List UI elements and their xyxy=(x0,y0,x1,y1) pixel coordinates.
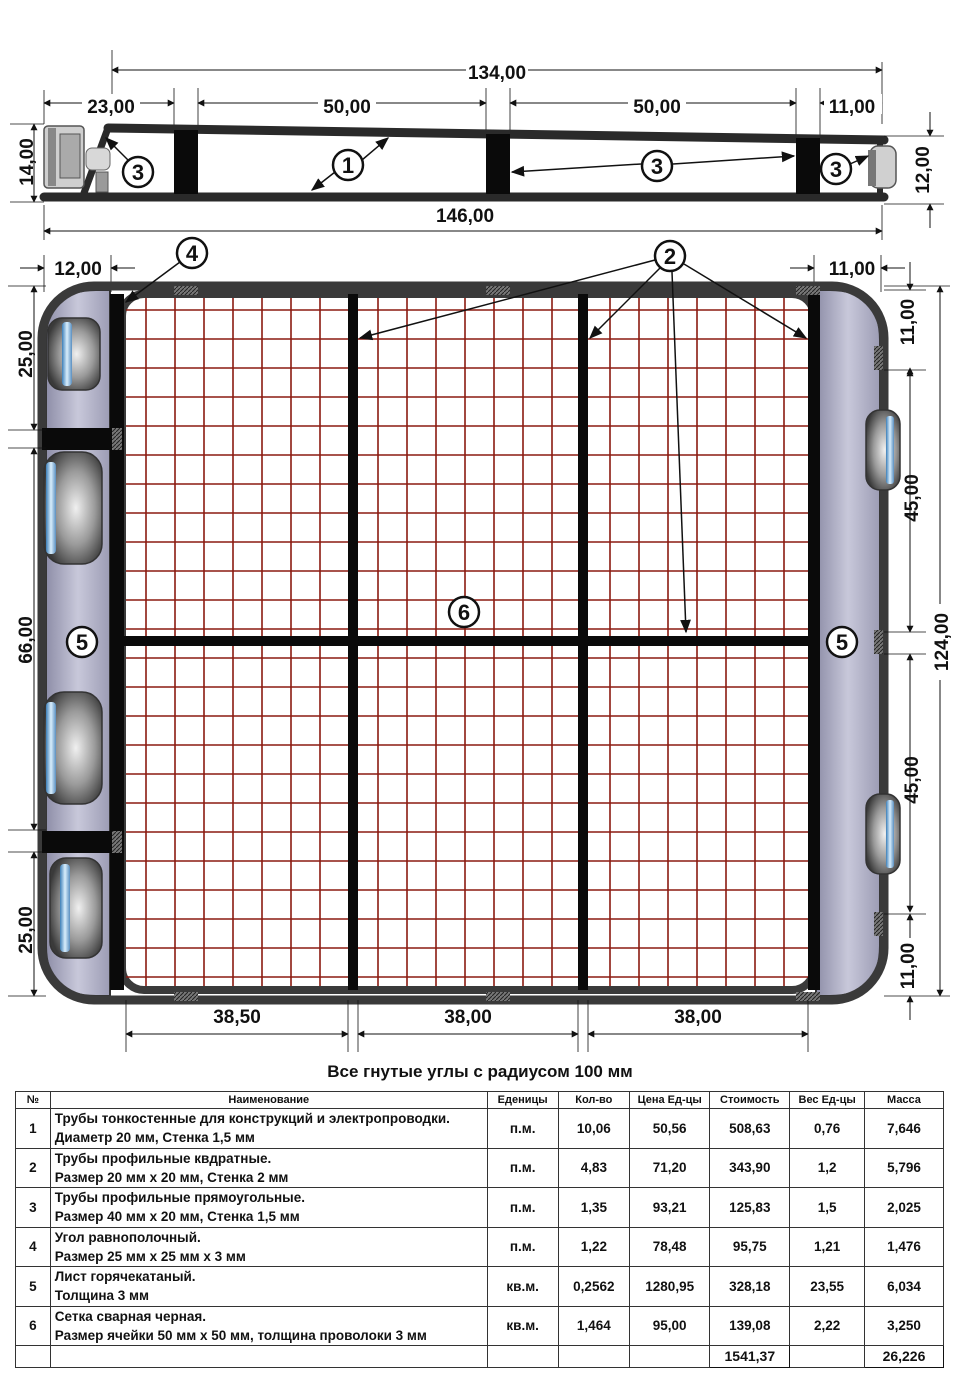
cell-unit: п.м. xyxy=(487,1148,558,1188)
cell-num: 2 xyxy=(16,1148,51,1188)
callout-3-right: 3 xyxy=(829,157,843,182)
dim-plan-left-offset: 12,00 xyxy=(54,259,102,280)
table-total-row xyxy=(16,1346,944,1368)
callout-3-left: 3 xyxy=(131,160,145,185)
longitudinal-beam xyxy=(122,636,814,646)
total-cost: 1541,37 xyxy=(710,1346,790,1368)
dim-plan-right-4: 11,00 xyxy=(898,942,919,990)
cell-price: 93,21 xyxy=(630,1188,710,1228)
dim-top-seg-1: 23,00 xyxy=(87,97,135,118)
dim-side-height-right: 12,00 xyxy=(913,146,934,194)
side-front-lamp-icon xyxy=(44,126,110,192)
callout-5-left: 5 xyxy=(75,630,89,655)
left-angle-beam xyxy=(110,294,124,990)
header-unit: Еденицы xyxy=(487,1092,558,1109)
callout-1: 1 xyxy=(341,153,355,178)
cell-name xyxy=(50,1188,487,1228)
cell-name-line-2: Диаметр 20 мм, Стенка 1,5 мм xyxy=(54,1130,255,1146)
dim-plan-overall-height: 124,00 xyxy=(932,612,953,672)
cell-name xyxy=(50,1109,487,1149)
lamp-bracket-bottom xyxy=(42,831,112,853)
cell-weight: 1,21 xyxy=(790,1227,865,1267)
rear-lamp-1-icon xyxy=(866,410,900,490)
dim-plan-right-3: 45,00 xyxy=(902,756,923,804)
cell-price: 71,20 xyxy=(630,1148,710,1188)
cell-mass: 5,796 xyxy=(864,1148,943,1188)
cell-qty: 1,464 xyxy=(558,1306,629,1346)
cell-qty: 4,83 xyxy=(558,1148,629,1188)
cell-name-line-2: Толщина 3 мм xyxy=(54,1288,150,1304)
cell-num: 3 xyxy=(16,1188,51,1228)
dim-plan-left-2: 66,00 xyxy=(16,616,37,664)
cell-mass: 2,025 xyxy=(864,1188,943,1228)
dim-plan-right-1: 11,00 xyxy=(898,298,919,346)
callout-2: 2 xyxy=(663,244,677,269)
lamp-bracket-top xyxy=(42,428,112,450)
cell-mass: 7,646 xyxy=(864,1109,943,1149)
cell-qty: 10,06 xyxy=(558,1109,629,1149)
cell-name-line-1: Угол равнополочный. xyxy=(54,1229,201,1245)
cell-name-line-1: Трубы тонкостенные для конструкций и электропроводки. xyxy=(54,1111,450,1127)
dim-plan-right-offset: 11,00 xyxy=(828,259,876,280)
table-row xyxy=(16,1188,944,1228)
dim-top-seg-3: 50,00 xyxy=(633,97,681,118)
callout-6: 6 xyxy=(457,600,471,625)
cell-num: 1 xyxy=(16,1109,51,1149)
header-mass: Масса xyxy=(864,1092,943,1109)
table-row xyxy=(16,1109,944,1149)
cell-unit: п.м. xyxy=(487,1227,558,1267)
cell-name xyxy=(50,1306,487,1346)
cell-name-line-1: Трубы профильные прямоугольные. xyxy=(54,1190,305,1206)
cell-cost: 125,83 xyxy=(710,1188,790,1228)
table-row xyxy=(16,1267,944,1307)
table-header-row xyxy=(16,1092,944,1109)
dim-top-seg-4: 11,00 xyxy=(828,97,876,118)
side-post-2 xyxy=(486,134,510,194)
cell-num: 5 xyxy=(16,1267,51,1307)
cell-name-line-2: Размер ячейки 50 мм х 50 мм, толщина проволоки 3 мм xyxy=(54,1327,427,1343)
cell-mass: 6,034 xyxy=(864,1267,943,1307)
rear-lamp-2-icon xyxy=(866,794,900,874)
callout-4: 4 xyxy=(185,241,199,266)
total-empty-3 xyxy=(487,1346,558,1368)
cell-cost: 508,63 xyxy=(710,1109,790,1149)
table-row xyxy=(16,1306,944,1346)
cell-name-line-1: Трубы профильные квдратные. xyxy=(54,1150,272,1166)
cell-num: 4 xyxy=(16,1227,51,1267)
dim-plan-bottom-2: 38,00 xyxy=(444,1007,492,1028)
dim-plan-bottom-1: 38,50 xyxy=(213,1007,261,1028)
cell-unit: кв.м. xyxy=(487,1306,558,1346)
cell-qty: 1,35 xyxy=(558,1188,629,1228)
cell-name xyxy=(50,1267,487,1307)
side-post-3 xyxy=(796,138,820,194)
table-row xyxy=(16,1148,944,1188)
total-empty-4 xyxy=(558,1346,629,1368)
dim-side-height-left: 14,00 xyxy=(17,138,38,186)
total-empty-5 xyxy=(630,1346,710,1368)
total-empty-6 xyxy=(790,1346,865,1368)
front-lamp-3-icon xyxy=(44,692,102,804)
dim-top-overall: 134,00 xyxy=(467,63,527,84)
bend-radius-note: Все гнутые углы с радиусом 100 мм xyxy=(327,1062,633,1081)
cell-qty: 0,2562 xyxy=(558,1267,629,1307)
cell-weight: 1,2 xyxy=(790,1148,865,1188)
header-name: Наименование xyxy=(50,1092,487,1109)
cell-name-line-1: Сетка сварная черная. xyxy=(54,1308,207,1324)
cell-cost: 95,75 xyxy=(710,1227,790,1267)
side-post-1 xyxy=(174,130,198,194)
cell-weight: 23,55 xyxy=(790,1267,865,1307)
dim-top-seg-2: 50,00 xyxy=(323,97,371,118)
side-view xyxy=(10,50,944,240)
cell-unit: п.м. xyxy=(487,1188,558,1228)
cell-unit: кв.м. xyxy=(487,1267,558,1307)
header-cost: Стоимость xyxy=(710,1092,790,1109)
cell-mass: 3,250 xyxy=(864,1306,943,1346)
cell-weight: 2,22 xyxy=(790,1306,865,1346)
table-row xyxy=(16,1227,944,1267)
cell-mass: 1,476 xyxy=(864,1227,943,1267)
total-empty-1 xyxy=(16,1346,51,1368)
front-lamp-2-icon xyxy=(44,452,102,564)
plan-view xyxy=(8,238,953,1052)
dim-side-bottom-length: 146,00 xyxy=(435,206,495,227)
header-num: № xyxy=(16,1092,51,1109)
dim-plan-left-1: 25,00 xyxy=(16,330,37,378)
header-weight: Вес Ед-цы xyxy=(790,1092,865,1109)
dim-plan-right-2: 45,00 xyxy=(902,474,923,522)
cell-qty: 1,22 xyxy=(558,1227,629,1267)
front-lamp-1-icon xyxy=(48,318,100,390)
cell-price: 95,00 xyxy=(630,1306,710,1346)
total-mass: 26,226 xyxy=(864,1346,943,1368)
cell-num: 6 xyxy=(16,1306,51,1346)
callout-3-mid: 3 xyxy=(650,154,664,179)
cell-name-line-1: Лист горячекатаный. xyxy=(54,1269,196,1285)
dim-plan-left-3: 25,00 xyxy=(16,906,37,954)
specification-table xyxy=(15,1091,944,1368)
cell-name xyxy=(50,1227,487,1267)
cell-weight: 0,76 xyxy=(790,1109,865,1149)
front-lamp-4-icon xyxy=(50,858,102,958)
header-price: Цена Ед-цы xyxy=(630,1092,710,1109)
side-rear-lamp-icon xyxy=(868,146,896,188)
dim-plan-bottom-3: 38,00 xyxy=(674,1007,722,1028)
header-qty: Кол-во xyxy=(558,1092,629,1109)
cell-name xyxy=(50,1148,487,1188)
cell-name-line-2: Размер 25 мм х 25 мм х 3 мм xyxy=(54,1248,246,1264)
cell-cost: 328,18 xyxy=(710,1267,790,1307)
total-empty-2 xyxy=(50,1346,487,1368)
cell-price: 1280,95 xyxy=(630,1267,710,1307)
cell-unit: п.м. xyxy=(487,1109,558,1149)
cell-cost: 343,90 xyxy=(710,1148,790,1188)
cell-weight: 1,5 xyxy=(790,1188,865,1228)
cell-name-line-2: Размер 40 мм х 20 мм, Стенка 1,5 мм xyxy=(54,1209,300,1225)
cell-price: 50,56 xyxy=(630,1109,710,1149)
cell-cost: 139,08 xyxy=(710,1306,790,1346)
callout-5-right: 5 xyxy=(835,630,849,655)
cell-price: 78,48 xyxy=(630,1227,710,1267)
cell-name-line-2: Размер 20 мм х 20 мм, Стенка 2 мм xyxy=(54,1169,289,1185)
